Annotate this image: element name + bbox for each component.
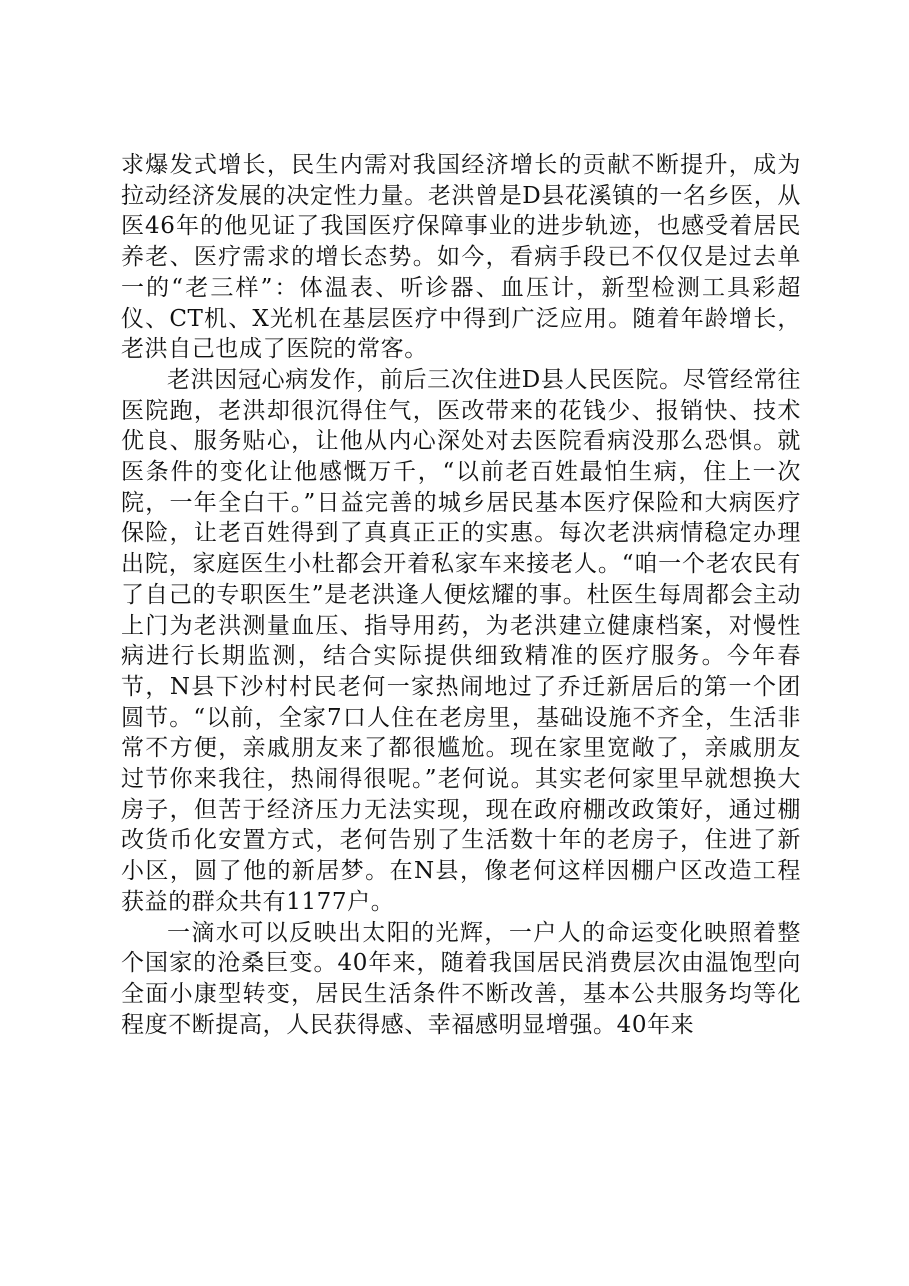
paragraph-2: 老洪因冠心病发作，前后三次住进D县人民医院。尽管经常往医院跑，老洪却很沉得住气，医改带来的花钱少、报销快、技术优良、服务贴心，让他从内心深处对去医院看病没那么恐惧。就医条件的变化让他感慨万千，“以前老百姓最怕生病，住上一次院，一年全白干。”日益完善的城乡居民基本医疗保险和大病医疗保险，让老百姓得到了真真正正的实惠。每次老洪病情稳定办理出院，家庭医生小杜都会开着私家车来接老人。“咱一个老农民有了自己的专职医生”是老洪逢人便炫耀的事。杜医生每周都会主动上门为老洪测量血压、指导用药，为老洪建立健康档案，对慢性病进行长期监测，结合实际提供细致精准的医疗服务。今年春节，N县下沙村村民老何一家热闹地过了乔迁新居后的第一个团圆节。“以前，全家7口人住在老房里，基础设施不齐全，生活非常不方便，亲戚朋友来了都很尴尬。现在家里宽敞了，亲戚朋友过节你来我往，热闹得很呢。”老何说。其实老何家里早就想换大房子，但苦于经济压力无法实现，现在政府棚改政策好，通过棚改货币化安置方式，老何告别了生活数十年的老房子，住进了新小区，圆了他的新居梦。在N县，像老何这样因棚户区改造工程获益的群众共有1177户。 bbox=[121, 366, 801, 915]
paragraph-1: 求爆发式增长，民生内需对我国经济增长的贡献不断提升，成为拉动经济发展的决定性力量。老洪曾是D县花溪镇的一名乡医，从医46年的他见证了我国医疗保障事业的进步轨迹，也感受着居民养老、医疗需求的增长态势。如今，看病手段已不仅仅是过去单一的“老三样”：体温表、听诊器、血压计，新型检测工具彩超仪、CT机、X光机在基层医疗中得到广泛应用。随着年龄增长，老洪自己也成了医院的常客。 bbox=[121, 152, 801, 363]
paragraph-3: 一滴水可以反映出太阳的光辉，一户人的命运变化映照着整个国家的沧桑巨变。40年来，随着我国居民消费层次由温饱型向全面小康型转变，居民生活条件不断改善，基本公共服务均等化程度不断提高，人民获得感、幸福感明显增强。40年来 bbox=[121, 919, 801, 1038]
body-text bbox=[121, 150, 801, 1040]
